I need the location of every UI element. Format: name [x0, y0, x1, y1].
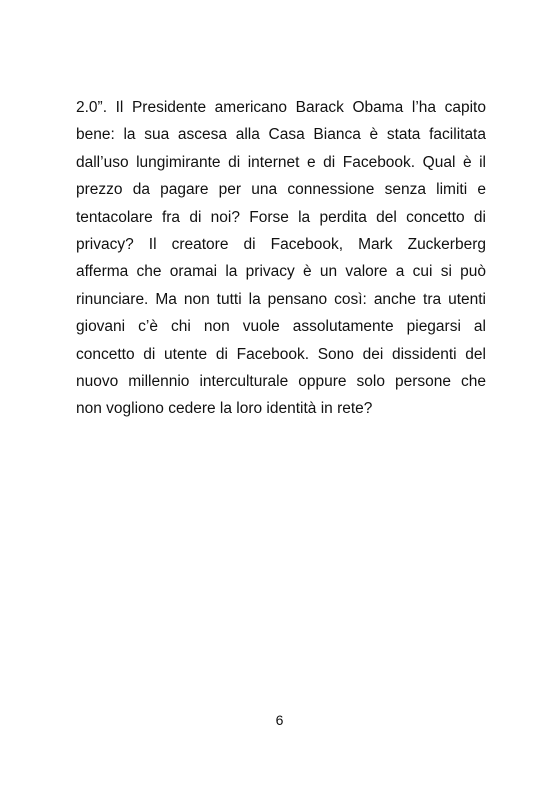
- paragraph-line: rinunciare. Ma non tutti la pensano così: anche tra utenti: [76, 290, 486, 308]
- paragraph-line: non vogliono cedere la loro identità in rete?: [76, 400, 373, 418]
- paragraph-line: prezzo da pagare per una connessione senza limiti e: [76, 181, 486, 199]
- paragraph-line: concetto di utente di Facebook. Sono dei dissidenti del: [76, 345, 486, 363]
- paragraph-line: nuovo millennio interculturale oppure solo persone che: [76, 372, 486, 390]
- paragraph-line: 2.0”. Il Presidente americano Barack Obama l’ha capito: [76, 99, 486, 116]
- paragraph-line: afferma che oramai la privacy è un valore a cui si può: [76, 263, 486, 281]
- paragraph-line: bene: la sua ascesa alla Casa Bianca è stata facilitata: [76, 126, 486, 144]
- paragraph-line: tentacolare fra di noi? Forse la perdita del concetto di: [76, 208, 486, 226]
- body-paragraph: [76, 94, 486, 423]
- paragraph-line: privacy? Il creatore di Facebook, Mark Zuckerberg: [76, 235, 486, 253]
- paragraph-line: giovani c’è chi non vuole assolutamente piegarsi al: [76, 318, 486, 336]
- paragraph-line: dall’uso lungimirante di internet e di Facebook. Qual è il: [76, 153, 486, 171]
- page-number: 6: [275, 712, 284, 728]
